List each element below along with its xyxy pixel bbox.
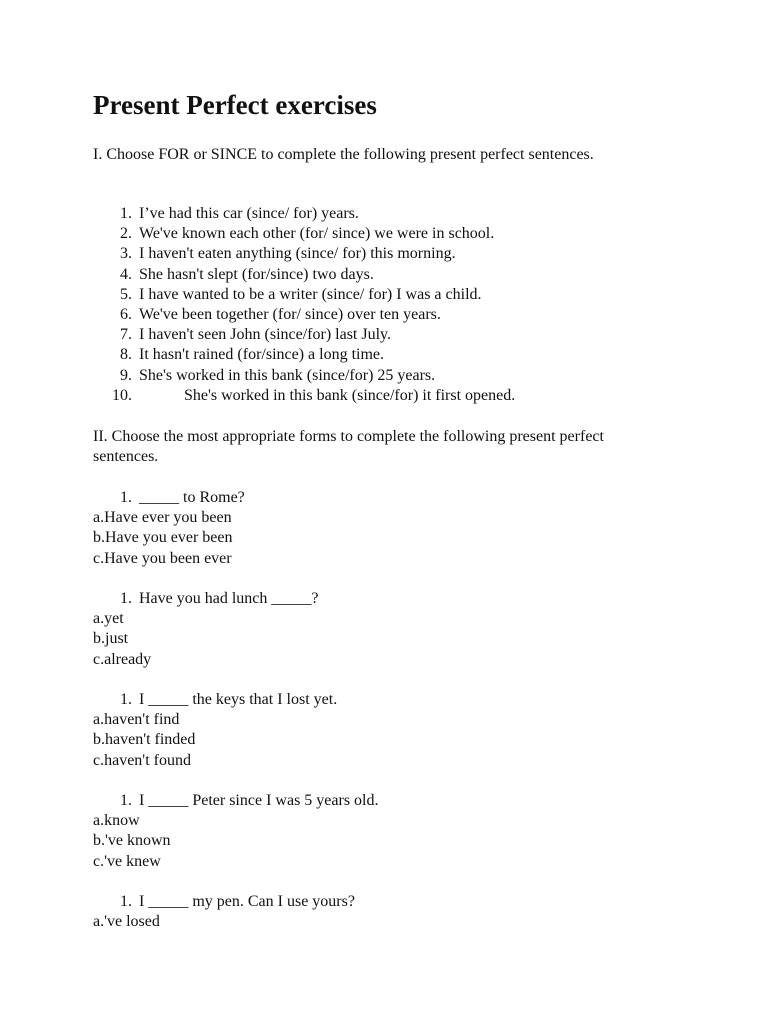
question-number: 1. (120, 691, 132, 708)
list-item (93, 285, 653, 305)
question-block (93, 690, 653, 771)
item-number: 4. (120, 265, 132, 283)
item-text: I haven't seen John (since/for) last July. (139, 326, 391, 344)
item-text: We've known each other (for/ since) we were in school. (139, 225, 495, 243)
question-block (93, 589, 653, 670)
question-block (93, 791, 653, 872)
section-1-list (93, 204, 653, 406)
list-item (93, 386, 653, 406)
answer-option: b.Have you ever been (93, 529, 233, 547)
item-number: 6. (120, 306, 132, 324)
item-number: 7. (120, 326, 132, 344)
item-number: 3. (120, 245, 132, 263)
list-item (93, 325, 653, 345)
answer-option: a.yet (93, 610, 124, 628)
list-item (93, 244, 653, 264)
question-text: Have you had lunch _____? (139, 590, 319, 607)
question-text: _____ to Rome? (139, 489, 245, 506)
question-text: I _____ my pen. Can I use yours? (139, 893, 355, 910)
item-text: She's worked in this bank (since/for) it first opened. (184, 386, 516, 404)
item-text: I’ve had this car (since/ for) years. (139, 205, 359, 222)
answer-option: a.'ve losed (93, 913, 160, 931)
item-text: We've been together (for/ since) over ten years. (139, 306, 441, 324)
page-title: Present Perfect exercises (93, 90, 377, 120)
item-number: 10. (112, 386, 132, 404)
question-number: 1. (120, 590, 132, 607)
list-item (93, 204, 653, 224)
answer-option: c.already (93, 650, 152, 668)
answer-option: c.haven't found (93, 751, 191, 769)
answer-option: b.haven't finded (93, 731, 196, 749)
item-number: 8. (120, 346, 132, 364)
item-number: 1. (120, 205, 132, 222)
question-text: I _____ Peter since I was 5 years old. (139, 792, 379, 809)
question-line (93, 791, 653, 811)
list-item (93, 366, 653, 386)
answer-option: a.know (93, 812, 140, 830)
question-number: 1. (120, 489, 132, 506)
list-item (93, 265, 653, 285)
question-text: I _____ the keys that I lost yet. (139, 691, 338, 708)
list-item (93, 345, 653, 365)
question-block (93, 892, 653, 932)
question-number: 1. (120, 792, 132, 809)
answer-option: c.'ve knew (93, 852, 161, 870)
answer-option: b.just (93, 630, 129, 648)
answer-option: a.Have ever you been (93, 509, 232, 527)
item-text: She hasn't slept (for/since) two days. (139, 265, 374, 283)
item-number: 9. (120, 366, 132, 384)
answer-option: b.'ve known (93, 832, 171, 850)
item-text: She's worked in this bank (since/for) 25 years. (139, 366, 436, 384)
item-number: 5. (120, 285, 132, 303)
question-line (93, 892, 653, 912)
item-text: It hasn't rained (for/since) a long time. (139, 346, 385, 364)
item-text: I haven't eaten anything (since/ for) this morning. (139, 245, 456, 263)
answer-option: a.haven't find (93, 711, 180, 729)
question-block (93, 488, 653, 569)
question-number: 1. (120, 893, 132, 910)
question-line (93, 488, 653, 508)
item-text: I have wanted to be a writer (since/ for) I was a child. (139, 285, 482, 303)
section-1-instruction: I. Choose FOR or SINCE to complete the following present perfect sentences. (93, 146, 594, 163)
list-item (93, 224, 653, 244)
answer-option: c.Have you been ever (93, 549, 232, 567)
item-number: 2. (120, 225, 132, 243)
question-line (93, 589, 653, 609)
question-line (93, 690, 653, 710)
section-2-instruction: II. Choose the most appropriate forms to complete the following present perfect sentences. (93, 428, 604, 466)
list-item (93, 305, 653, 325)
